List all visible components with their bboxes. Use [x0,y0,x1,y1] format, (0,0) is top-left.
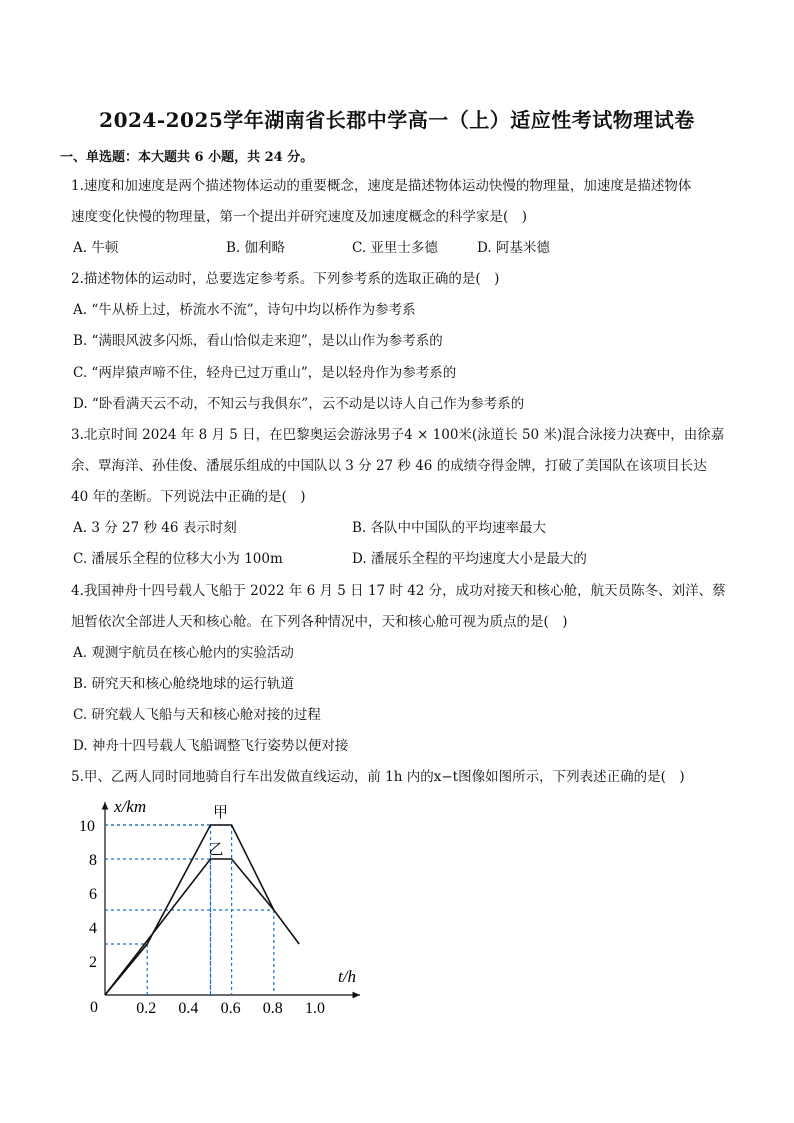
q4-stem-line-1: 4.我国神舟十四号载人飞船于 2022 年 6 月 5 日 17 时 42 分，成功对接天和核心舱，航天员陈冬、刘洋、蔡 [71,583,726,599]
xt-graph [70,790,370,1025]
series-label-jia: 甲 [213,805,229,821]
q4-option-b: B. 研究天和核心舱绕地球的运行轨道 [73,676,295,692]
q4-option-d: D. 神舟十四号载人飞船调整飞行姿势以便对接 [73,738,349,754]
q2-option-b: B. “满眼风波多闪烁，看山恰似走来迎”，是以山作为参考系的 [73,333,443,349]
series-line-2 [105,859,274,995]
y-tick-label: 4 [89,920,97,937]
page-title: 2024-2025学年湖南省长郡中学高一（上）适应性考试物理试卷 [99,108,695,132]
q2-option-c: C. “两岸猿声啼不住，轻舟已过万重山”，是以轻舟作为参考系的 [73,365,457,381]
q5-stem: 5.甲、乙两人同时同地骑自行车出发做直线运动，前 1h 内的x−t图像如图所示，下列表述正确的是( ) [71,769,685,785]
q2-stem: 2.描述物体的运动时，总要选定参考系。下列参考系的选取正确的是( ) [71,271,500,287]
q2-option-a: A. “牛从桥上过，桥流水不流”，诗句中均以桥作为参考系 [73,302,416,318]
y-axis-label: x/km [114,797,147,816]
q3-option-a: A. 3 分 27 秒 46 表示时刻 [73,520,237,536]
q2-option-d: D. “卧看满天云不动，不知云与我俱东”，云不动是以诗人自己作为参考系的 [73,396,525,412]
q1-stem-line-2: 速度变化快慢的物理量，第一个提出并研究速度及加速度概念的科学家是( ) [71,209,528,225]
q1-option-b: B. 伽利略 [226,240,286,256]
q1-option-d: D. 阿基米德 [477,240,550,256]
q4-stem-line-2: 旭暂依次全部进人天和核心舱。在下列各种情况中，天和核心舱可视为质点的是( ) [71,614,568,630]
q1-stem-line-1: 1.速度和加速度是两个描述物体运动的重要概念，速度是描述物体运动快慢的物理量，加速度是描述物体 [71,178,692,194]
q3-stem-line-2: 余、覃海洋、孙佳俊、潘展乐组成的中国队以 3 分 27 秒 46 的成绩夺得金牌，打破了美国队在该项目长达 [71,458,707,474]
q3-stem-line-3: 40 年的垄断。下列说法中正确的是( ) [71,489,306,505]
section-heading: 一、单选题：本大题共 6 小题，共 24 分。 [60,150,314,165]
q4-option-c: C. 研究载人飞船与天和核心舱对接的过程 [73,707,321,723]
q1-option-c: C. 亚里士多德 [352,240,438,256]
q3-option-c: C. 潘展乐全程的位移大小为 100m [73,551,283,567]
origin-label: 0 [90,999,98,1016]
q3-stem-line-1: 3.北京时间 2024 年 8 月 5 日，在巴黎奥运会游泳男子4 × 100米(泳道长 50 米)混合泳接力决赛中，由徐嘉 [71,427,725,443]
y-tick-label: 10 [79,818,95,835]
q3-option-b: B. 各队中中国队的平均速率最大 [352,520,547,536]
x-tick-label: 0.4 [178,1000,199,1017]
x-tick-label: 0.6 [220,1000,241,1017]
y-tick-label: 2 [89,954,97,971]
x-tick-label: 0.2 [136,1000,157,1017]
y-tick-label: 6 [89,886,97,903]
x-tick-label: 0.8 [262,1000,283,1017]
q3-option-d: D. 潘展乐全程的平均速度大小是最大的 [352,551,587,567]
q1-option-a: A. 牛顿 [73,240,119,256]
series-label-yi: 乙 [208,842,224,858]
q4-option-a: A. 观测宇航员在核心舱内的实验活动 [73,645,294,661]
y-tick-label: 8 [89,852,97,869]
x-tick-label: 1.0 [305,1000,325,1017]
x-axis-label: t/h [338,967,356,986]
